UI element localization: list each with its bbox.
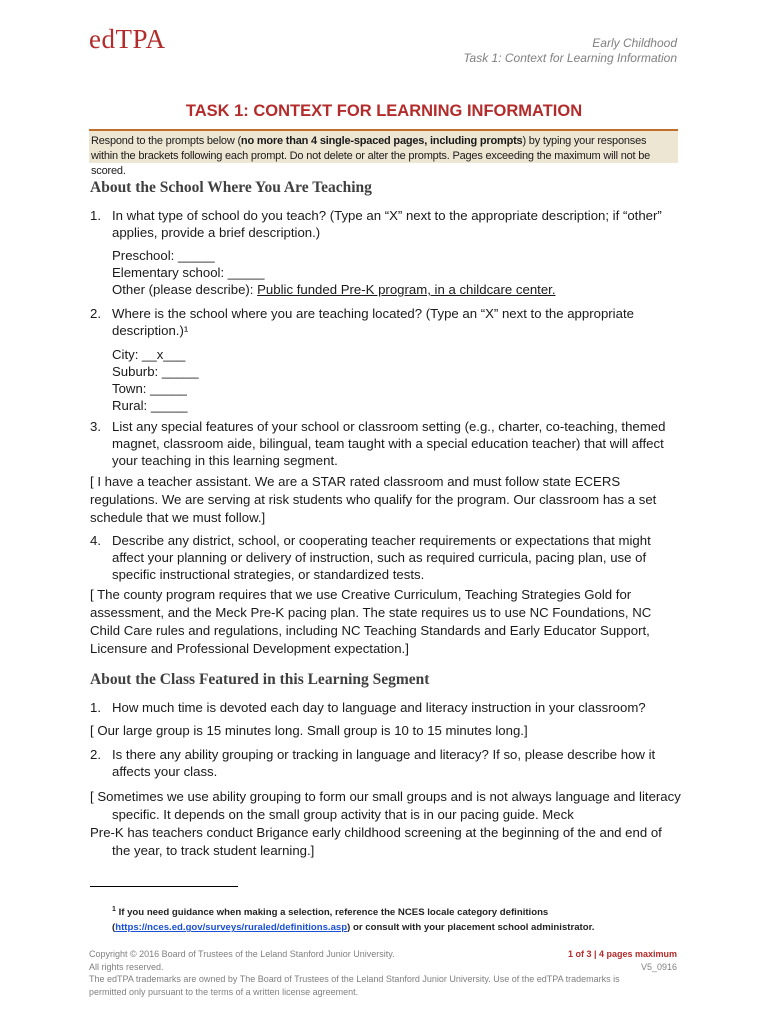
section-heading-class: About the Class Featured in this Learning Segment [90, 671, 430, 688]
footnote-paren: ( [112, 922, 116, 934]
response-requirements[interactable]: [ The county program requires that we use Creative Curriculum, Teaching Strategies Gold for assessment, and the Meck Pre-K pacing plan. The state requires us to use NC Foundations, NC Child Care rules and regulations, including NC Teaching Standards and Early Educator Support, Licensure and Professional Development expectation.] [90, 587, 652, 656]
response-literacy-time[interactable]: [ Our large group is 15 minutes long. Small group is 10 to 15 minutes long.] [90, 723, 528, 738]
version-label: V5_0916 [640, 961, 677, 972]
option-suburb[interactable]: Suburb: _____ [112, 364, 199, 379]
school-type-options [112, 247, 555, 298]
header-subject: Early Childhood [592, 36, 677, 50]
notice-text-1: Respond to the prompts below ( [91, 135, 241, 147]
response-paragraph-1: [ Sometimes we use ability grouping to form our small groups and is not always language and literacy specific. It depends on the small group activity that is in our pacing guide. Meck [90, 789, 681, 822]
page-title: TASK 1: CONTEXT FOR LEARNING INFORMATION [185, 102, 583, 120]
location-options [112, 346, 199, 414]
question-text: List any special features of your school or classroom setting (e.g., charter, co-teaching, themed magnet, classroom aide, bilingual, team taught with a special education teacher) that will affect your teaching in this learning segment. [112, 419, 666, 468]
question-number: 2. [90, 747, 101, 762]
question-number: 1. [90, 700, 101, 715]
question-location [90, 305, 680, 339]
footer-copyright [89, 948, 649, 998]
option-other-value[interactable]: Public funded Pre-K program, in a childcare center. [257, 282, 556, 297]
trademark-line: The edTPA trademarks are owned by The Board of Trustees of the Leland Stanford Junior University. Use of the edTPA trademarks is permitted only pursuant to the terms of a written license agreement. [89, 974, 620, 997]
question-special-features [90, 418, 680, 469]
question-number: 3. [90, 419, 101, 434]
footnote [112, 902, 612, 935]
nces-link[interactable]: https://nces.ed.gov/surveys/ruraled/definitions.asp [115, 922, 348, 934]
edtpa-logo: edTPA [89, 24, 166, 54]
question-literacy-time [90, 699, 680, 716]
footnote-divider [90, 886, 238, 887]
response-paragraph-2: Pre-K has teachers conduct Brigance early childhood screening at the beginning of the and end of the year, to track student learning.] [90, 825, 662, 858]
option-preschool[interactable]: Preschool: _____ [112, 248, 215, 263]
notice-bold: no more than 4 single-spaced pages, including prompts [240, 135, 523, 147]
option-other-label: Other (please describe): [112, 282, 258, 297]
option-other[interactable] [112, 281, 555, 298]
question-text: Describe any district, school, or cooperating teacher requirements or expectations that might affect your planning or delivery of instruction, such as required curricula, pacing plan, use of specific instructional strategies, or standardized tests. [112, 533, 651, 582]
section-heading-school: About the School Where You Are Teaching [90, 179, 372, 196]
notice-text-2: ) by typing your responses within the brackets following each prompt. Do not delete or alter the prompts. Pages exceeding the maximum will not be scored. [91, 135, 651, 177]
footnote-line-1: If you need guidance when making a selection, reference the NCES locale category definitions [115, 907, 549, 919]
question-text: Where is the school where you are teaching located? (Type an “X” next to the appropriate description.)¹ [112, 306, 634, 338]
footnote-marker: 1 [112, 906, 116, 913]
footer-page-info [568, 948, 677, 973]
question-text: In what type of school do you teach? (Type an “X” next to the appropriate description; if “other” applies, provide a brief description.) [112, 208, 662, 240]
response-special-features[interactable]: [ I have a teacher assistant. We are a STAR rated classroom and must follow state ECERS regulations. We are serving at risk students who qualify for the program. Our classroom has a set schedule that we must follow.] [90, 474, 657, 525]
option-city[interactable]: City: __x___ [112, 347, 186, 362]
instructions-notice [89, 129, 678, 177]
question-number: 1. [90, 208, 101, 223]
option-town[interactable]: Town: _____ [112, 381, 187, 396]
rights-line: All rights reserved. [89, 961, 164, 972]
option-rural[interactable]: Rural: _____ [112, 398, 188, 413]
option-elementary[interactable]: Elementary school: _____ [112, 265, 265, 280]
page-number: 1 of 3 | 4 pages maximum [567, 949, 677, 959]
running-header [463, 36, 677, 66]
question-text: How much time is devoted each day to language and literacy instruction in your classroom? [112, 700, 646, 715]
header-task-label: Task 1: Context for Learning Information [463, 51, 677, 65]
question-text: Is there any ability grouping or tracking in language and literacy? If so, please describe how it affects your class. [112, 747, 656, 779]
response-ability-grouping[interactable] [90, 788, 682, 860]
question-requirements [90, 532, 680, 583]
copyright-line: Copyright © 2016 Board of Trustees of the Leland Stanford Junior University. [89, 949, 395, 959]
question-ability-grouping [90, 746, 680, 780]
question-number: 2. [90, 306, 101, 321]
question-number: 4. [90, 533, 101, 548]
footnote-line-2: ) or consult with your placement school administrator. [347, 922, 595, 934]
question-school-type [90, 207, 680, 241]
